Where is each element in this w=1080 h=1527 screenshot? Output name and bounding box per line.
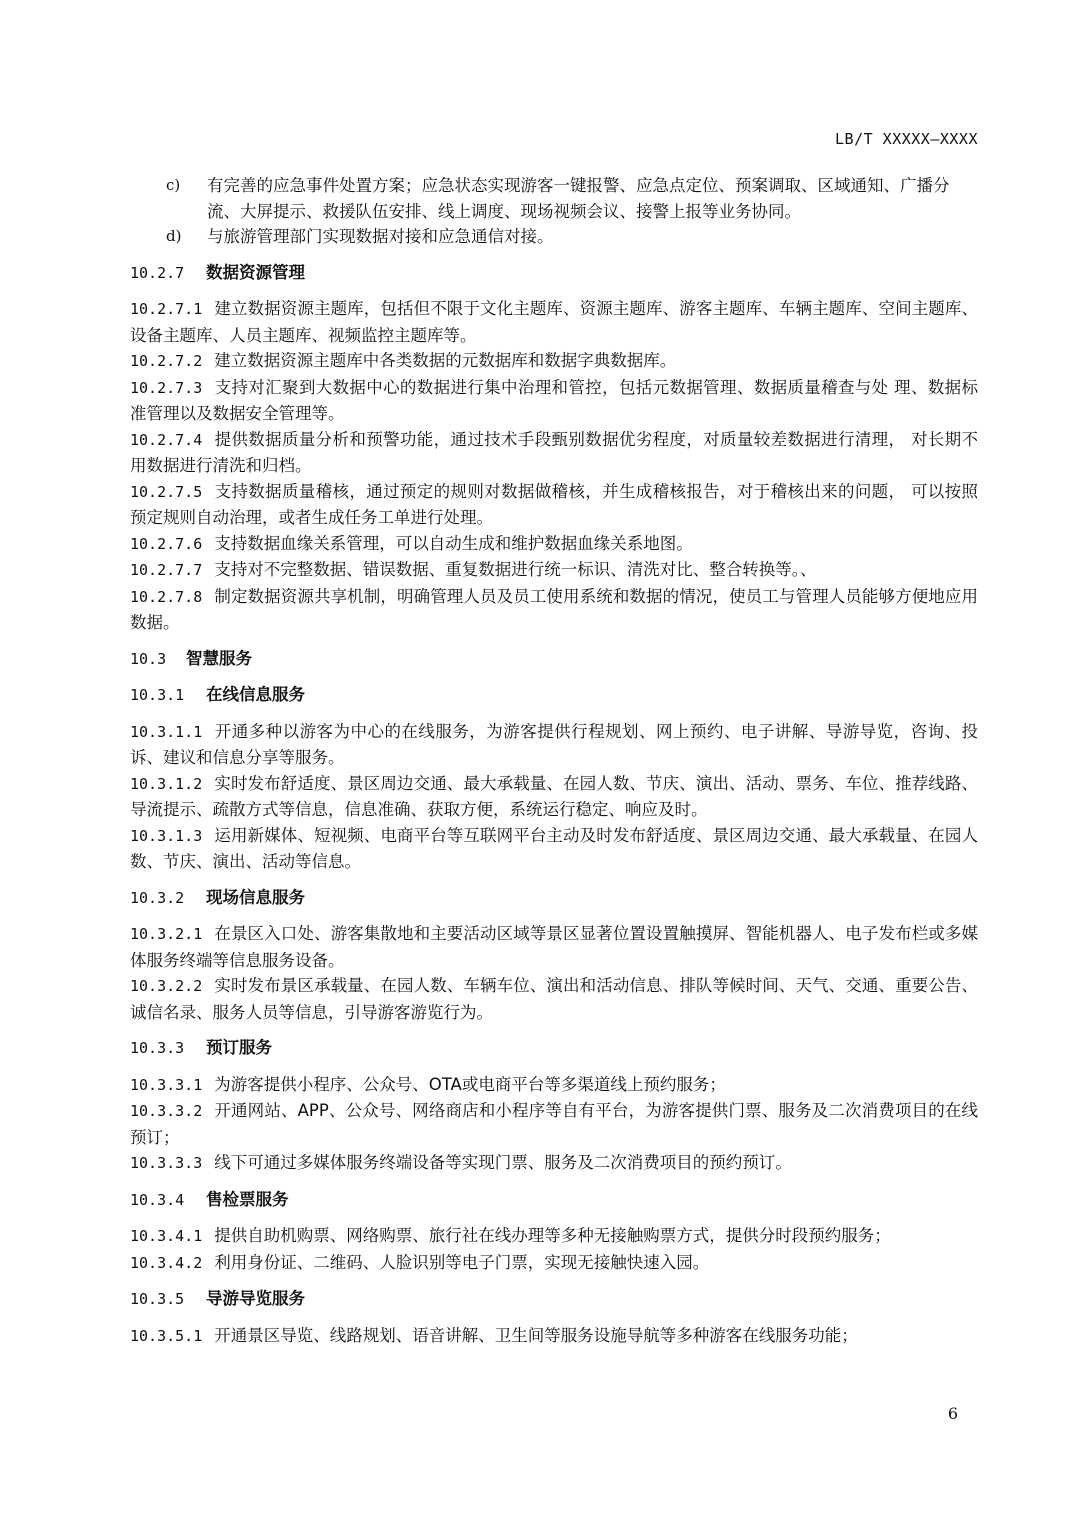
clause-10-2-7-8	[130, 584, 978, 636]
clause-text: 为游客提供小程序、公众号、OTA或电商平台等多渠道线上预约服务；	[214, 1074, 726, 1094]
clause-10-3-2-2	[130, 973, 978, 1025]
clause-number: 10.2.7.3	[130, 378, 203, 397]
clause-text: 实时发布景区承载量、在园人数、车辆车位、演出和活动信息、排队等候时间、天气、交通、重要公告、诚信名录、服务人员等信息，引导游客游览行为。	[130, 976, 978, 1022]
list-marker: c)	[166, 176, 181, 194]
clause-10-2-7-1	[130, 296, 978, 348]
clause-10-3-4-1	[130, 1223, 978, 1250]
section-heading-10-3-2	[130, 885, 978, 912]
list-item-c	[130, 173, 978, 224]
clause-10-2-7-3	[130, 375, 978, 427]
clause-text: 开通网站、APP、公众号、网络商店和小程序等自有平台，为游客提供门票、服务及二次消费项目的在线预订；	[130, 1101, 978, 1147]
clause-number: 10.3.2.2	[130, 977, 203, 995]
clause-text: 建立数据资源主题库中各类数据的元数据库和数据字典数据库。	[214, 351, 677, 370]
clause-number: 10.2.7.4	[130, 430, 203, 449]
section-heading-10-3-5	[130, 1286, 978, 1313]
clause-10-2-7-4	[130, 427, 978, 479]
section-number: 10.3.4	[130, 1190, 185, 1209]
clause-number: 10.3.1.1	[130, 722, 203, 741]
clause-10-2-7-5	[130, 479, 978, 531]
section-title: 现场信息服务	[206, 887, 305, 907]
clause-number: 10.3.1.2	[130, 774, 203, 793]
clause-10-3-5-1	[130, 1323, 978, 1350]
clause-text: 支持数据质量稽核，通过预定的规则对数据做稽核，并生成稽核报告，对于稽核出来的问题， 可以按照预定规则自动治理，或者生成任务工单进行处理。	[130, 481, 978, 527]
clause-10-3-3-2	[130, 1098, 978, 1150]
clause-10-3-3-1	[130, 1072, 978, 1099]
document-code-header: LB/T XXXXX—XXXX	[835, 130, 978, 148]
clause-10-2-7-6	[130, 531, 978, 558]
clause-text: 制定数据资源共享机制，明确管理人员及员工使用系统和数据的情况，使员工与管理人员能够方便地应用数据。	[130, 586, 978, 632]
section-title: 数据资源管理	[206, 262, 305, 282]
clause-number: 10.2.7.7	[130, 561, 203, 579]
clause-text: 提供自助机购票、网络购票、旅行社在线办理等多种无接触购票方式，提供分时段预约服务；	[214, 1226, 891, 1245]
clause-10-2-7-7	[130, 557, 978, 584]
clause-number: 10.3.1.3	[130, 826, 203, 845]
clause-text: 提供数据质量分析和预警功能，通过技术手段甄别数据优劣程度，对质量较差数据进行清理， 对长期不用数据进行清洗和归档。	[130, 429, 978, 475]
clause-10-3-1-1	[130, 719, 978, 771]
clause-10-3-1-3	[130, 823, 978, 875]
section-number: 10.3.3	[130, 1039, 185, 1057]
clause-number: 10.2.7.1	[130, 300, 203, 318]
clause-text: 支持对不完整数据、错误数据、重复数据进行统一标识、清洗对比、整合转换等。、	[214, 560, 817, 579]
clause-10-3-4-2	[130, 1250, 978, 1277]
clause-text: 实时发布舒适度、景区周边交通、最大承载量、在园人数、节庆、演出、活动、票务、车位、推荐线路、导流提示、疏散方式等信息，信息准确、获取方便，系统运行稳定、响应及时。	[130, 773, 978, 819]
clause-number: 10.3.3.2	[130, 1102, 203, 1120]
clause-10-2-7-2	[130, 348, 978, 375]
section-heading-10-2-7	[130, 260, 978, 287]
clause-10-3-2-1	[130, 921, 978, 973]
list-item-text: 与旅游管理部门实现数据对接和应急通信对接。	[207, 227, 554, 246]
clause-number: 10.2.7.6	[130, 534, 203, 553]
clause-text: 运用新媒体、短视频、电商平台等互联网平台主动及时发布舒适度、景区周边交通、最大承载量、在园人数、节庆、演出、活动等信息。	[130, 825, 978, 871]
section-title: 智慧服务	[186, 648, 252, 668]
clause-number: 10.3.5.1	[130, 1326, 203, 1345]
clause-text: 支持数据血缘关系管理，可以自动生成和维护数据血缘关系地图。	[214, 533, 693, 553]
clause-text: 开通多种以游客为中心的在线服务，为游客提供行程规划、网上预约、电子讲解、导游导览，咨询、投诉、建议和信息分享等服务。	[130, 721, 978, 767]
clause-number: 10.2.7.2	[130, 352, 203, 370]
section-heading-10-3-3	[130, 1035, 978, 1062]
clause-number: 10.3.4.1	[130, 1227, 203, 1245]
clause-text: 在景区入口处、游客集散地和主要活动区域等景区显著位置设置触摸屏、智能机器人、电子发布栏或多媒体服务终端等信息服务设备。	[130, 924, 978, 970]
section-title: 导游导览服务	[206, 1289, 305, 1308]
clause-number: 10.3.2.1	[130, 925, 203, 943]
section-number: 10.3	[130, 649, 167, 668]
clause-text: 支持对汇聚到大数据中心的数据进行集中治理和管控，包括元数据管理、数据质量稽查与处 理、数据标准管理以及数据安全管理等。	[130, 377, 978, 423]
section-title: 在线信息服务	[206, 685, 305, 704]
list-item-text: 有完善的应急事件处置方案；应急状态实现游客一键报警、应急点定位、预案调取、区域通知、广播分流、大屏提示、救援队伍安排、线上调度、现场视频会议、接警上报等业务协同。	[207, 176, 950, 221]
clause-text: 开通景区导览、线路规划、语音讲解、卫生间等服务设施导航等多种游客在线服务功能；	[214, 1325, 858, 1345]
section-title: 售检票服务	[206, 1189, 289, 1209]
section-heading-10-3-1	[130, 682, 978, 709]
section-number: 10.3.5	[130, 1290, 185, 1308]
section-number: 10.3.2	[130, 888, 185, 907]
list-marker: d)	[166, 227, 182, 245]
clause-number: 10.3.4.2	[130, 1253, 203, 1272]
page-body	[130, 173, 978, 1349]
clause-number: 10.3.3.1	[130, 1075, 203, 1094]
section-title: 预订服务	[206, 1038, 272, 1057]
clause-number: 10.3.3.3	[130, 1154, 203, 1172]
clause-text: 线下可通过多媒体服务终端设备等实现门票、服务及二次消费项目的预约预订。	[214, 1153, 792, 1172]
page-number: 6	[947, 1404, 958, 1423]
section-number: 10.2.7	[130, 263, 185, 282]
clause-10-3-3-3	[130, 1150, 978, 1177]
section-heading-10-3-4	[130, 1187, 978, 1214]
section-heading-10-3	[130, 646, 978, 673]
clause-text: 利用身份证、二维码、人脸识别等电子门票，实现无接触快速入园。	[214, 1252, 710, 1272]
list-item-d	[130, 224, 978, 250]
clause-number: 10.2.7.8	[130, 587, 203, 606]
clause-number: 10.2.7.5	[130, 482, 203, 501]
section-number: 10.3.1	[130, 686, 185, 704]
clause-text: 建立数据资源主题库，包括但不限于文化主题库、资源主题库、游客主题库、车辆主题库、空间主题库、 设备主题库、人员主题库、视频监控主题库等。	[130, 299, 978, 345]
clause-10-3-1-2	[130, 771, 978, 823]
